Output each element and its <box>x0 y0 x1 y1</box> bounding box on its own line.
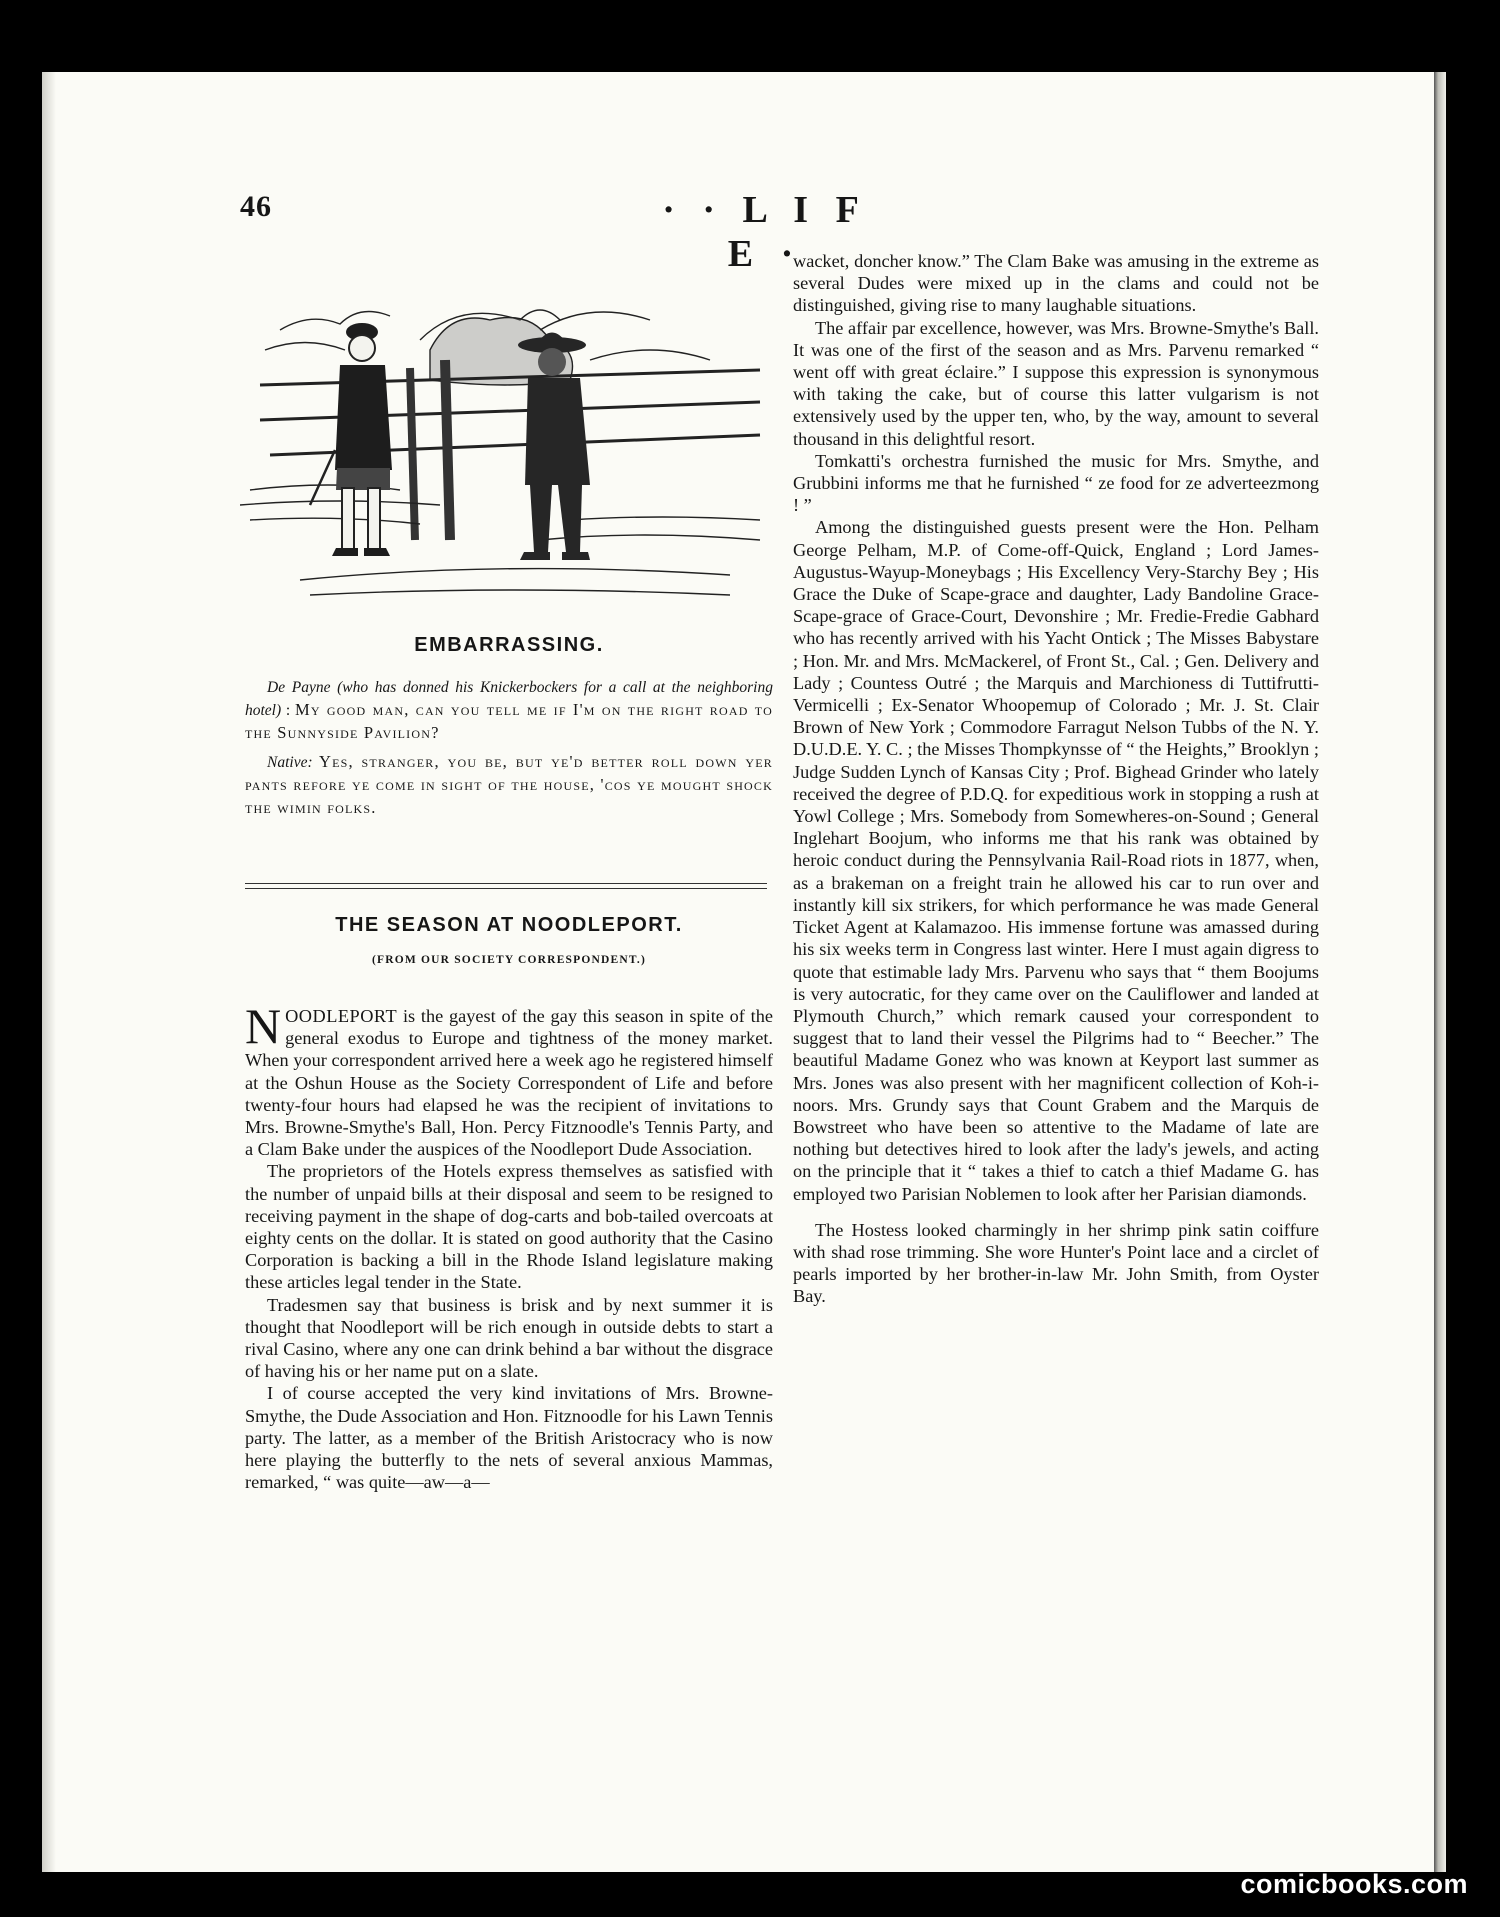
article-paragraph: Among the distinguished guests present were the Hon. Pelham George Pelham, M.P. of Come-off-Quick, England ; Lord James-Augustus-Wayup-Moneybags ; His Excellency Very-Starchy Bey ; His Grace the Duke of Scape-grace and daughter, Lady Bandoline Grace-Scape-grace of Grace-Court, Devonshire ; Mr. Fredie-Fredie Gabhard who has recently arrived with his Yacht Ontick ; The Misses Babystare ; Hon. Mr. and Mrs. McMackerel, of Front St., Cal. ; Gen. Delivery and Lady ; Countess Outré ; the Marquis and Marchioness di Tuttifrutti-Vermicelli ; Ex-Senator Whoopemup of Colorado ; Mr. J. St. Clair Brown of New York ; Commodore Farragut Nelson Tubbs of the N. Y. D.U.D.E. Y. C. ; the Misses Thompkynsse of “ the Heights,” Brooklyn ; Judge Sudden Lynch of Kansas City ; Prof. Bighead Grinder who lately received the degree of P.D.Q. for expeditious work in stopping a rush at Yowl College ; Mrs. Somebody from Somewheres-on-Sound ; General Inglehart Boojum, who informs me that his rank was obtained by heroic conduct during the Pennsylvania Rail-Road riots in 1877, when, as a brakeman on a freight train he allowed his car to run over and instantly kill six strikers, for which performance he was made General Ticket Agent at Kalamazoo. His immense fortune was amassed during his six weeks term in Congress last winter. Here I must again digress to quote that estimable lady Mrs. Parvenu who says that “ them Boojums is very autocratic, for they came over on the Cauliflower and landed at Plymouth Church,” which remark caused your correspondent to suggest that to land their vessel the Pilgrims had to “ Beecher.” The beautiful Madame Gonez who was known at Keyport last summer as Mrs. Jones was also present with her magnificent collection of Koh-i-noors. Mrs. Grundy says that Count Grabem and the Marquis de Bowstreet who have been so attentive to the Madame of late are nothing but detectives hired to look after the lady's jewels, and acting on the principle that it “ takes a thief to catch a thief Madame G. has employed two Parisian Noblemen to look after her Parisian diamonds. <box>793 517 1319 1204</box>
drop-cap: N <box>245 998 282 1054</box>
section-divider-top <box>245 883 767 884</box>
site-watermark: comicbooks.com <box>1240 1869 1468 1899</box>
masthead: · · L I F E · <box>662 189 868 275</box>
article-paragraph <box>245 998 773 1160</box>
speaker-de-payne: De Payne <box>267 679 331 696</box>
page-number: 46 <box>240 190 272 223</box>
page-gutter-shadow <box>42 72 56 1872</box>
article-paragraph: The Hostess looked charmingly in her shrimp pink satin coiffure with shad rose trimming. She wore Hunter's Point lace and a circlet of pearls imported by her brother-in-law Mr. John Smith, from Oyster Bay. <box>793 1219 1319 1307</box>
article-paragraph: Tomkatti's orchestra furnished the music for Mrs. Smythe, and Grubbini informs me that he furnished “ ze food for ze adverteezmong ! ” <box>793 450 1319 516</box>
article-paragraph: wacket, doncher know.” The Clam Bake was amusing in the extreme as several Dudes were mixed up in the clams and could not be distinguished, giving rise to many laughable situations. <box>793 251 1319 316</box>
article-paragraph: I of course accepted the very kind invitations of Mrs. Browne-Smythe, the Dude Association and Hon. Fitznoodle for his Lawn Tennis party. The latter, as a member of the British Aristocracy who is now here playing the butterfly to the nets of several anxious Mammas, remarked, “ was quite—aw—a— <box>245 1383 773 1493</box>
speaker-stage-direction: (who has donned his Knickerbockers for a call at the neighboring hotel) <box>245 679 773 719</box>
cartoon-dialog: De Payne (who has donned his Knickerbockers for a call at the neighboring hotel) : My good man, can you tell me if I'm on the right road to the Sunnyside Pavilion? Native: Yes, stranger, you be, but ye'd better roll down yer pants refore ye come in sight of the house, 'cos ye mought shock the wimin folks. <box>245 679 774 817</box>
article-column-right <box>793 250 1319 1308</box>
article-byline: (FROM OUR SOCIETY CORRESPONDENT.) <box>371 954 647 966</box>
section-divider-bottom <box>245 888 767 889</box>
native-line: Yes, stranger, you be, but ye'd better roll down yer pants refore ye come in sight of the house, 'cos ye mought shock the wimin folks. <box>245 752 774 817</box>
article-title: THE SEASON AT NOODLEPORT. <box>335 914 683 936</box>
paragraph-text: is the gayest of the gay this season in spite of the general exodus to Europe and tightness of the money market. When your correspondent arrived here a week ago he registered himself at the Oshun House as the Society Correspondent of Life and before twenty-four hours had elapsed he was the recipient of invitations to Mrs. Browne-Smythe's Ball, Hon. Percy Fitznoodle's Tennis Party, and a Clam Bake under the auspices of the Noodleport Dude Association. <box>245 1006 773 1160</box>
lead-word: OODLEPORT <box>285 1006 398 1026</box>
page-edge <box>1434 72 1446 1872</box>
article-column-left <box>245 998 773 1493</box>
article-paragraph: The affair par excellence, however, was Mrs. Browne-Smythe's Ball. It was one of the first of the season and as Mrs. Parvenu remarked “ went off with great éclaire.” I suppose this expression is synonymous with taking the cake, but of course this latter vulgarism is not extensively used by the upper ten, who, by the way, amount to several thousand in this delightful resort. <box>793 317 1319 449</box>
speaker-native: Native: <box>267 754 313 771</box>
cartoon-title: EMBARRASSING. <box>414 634 604 656</box>
article-paragraph: Tradesmen say that business is brisk and by next summer it is thought that Noodleport will be rich enough in outside debts to start a rival Casino, where any one can drink behind a bar without the disgrace of having his or her name put on a slate. <box>245 1294 773 1382</box>
cartoon-illustration <box>240 290 780 620</box>
de-payne-line: My good man, can you tell me if I'm on the right road to the Sunnyside Pavilion? <box>245 700 773 742</box>
article-paragraph: The proprietors of the Hotels express themselves as satisfied with the number of unpaid bills at their disposal and seem to be resigned to receiving payment in the shape of dog-carts and bob-tailed overcoats at eighty cents on the dollar. It is stated on good authority that the Casino Corporation is backing a bill in the Rhode Island legislature making these articles legal tender in the State. <box>245 1161 773 1293</box>
